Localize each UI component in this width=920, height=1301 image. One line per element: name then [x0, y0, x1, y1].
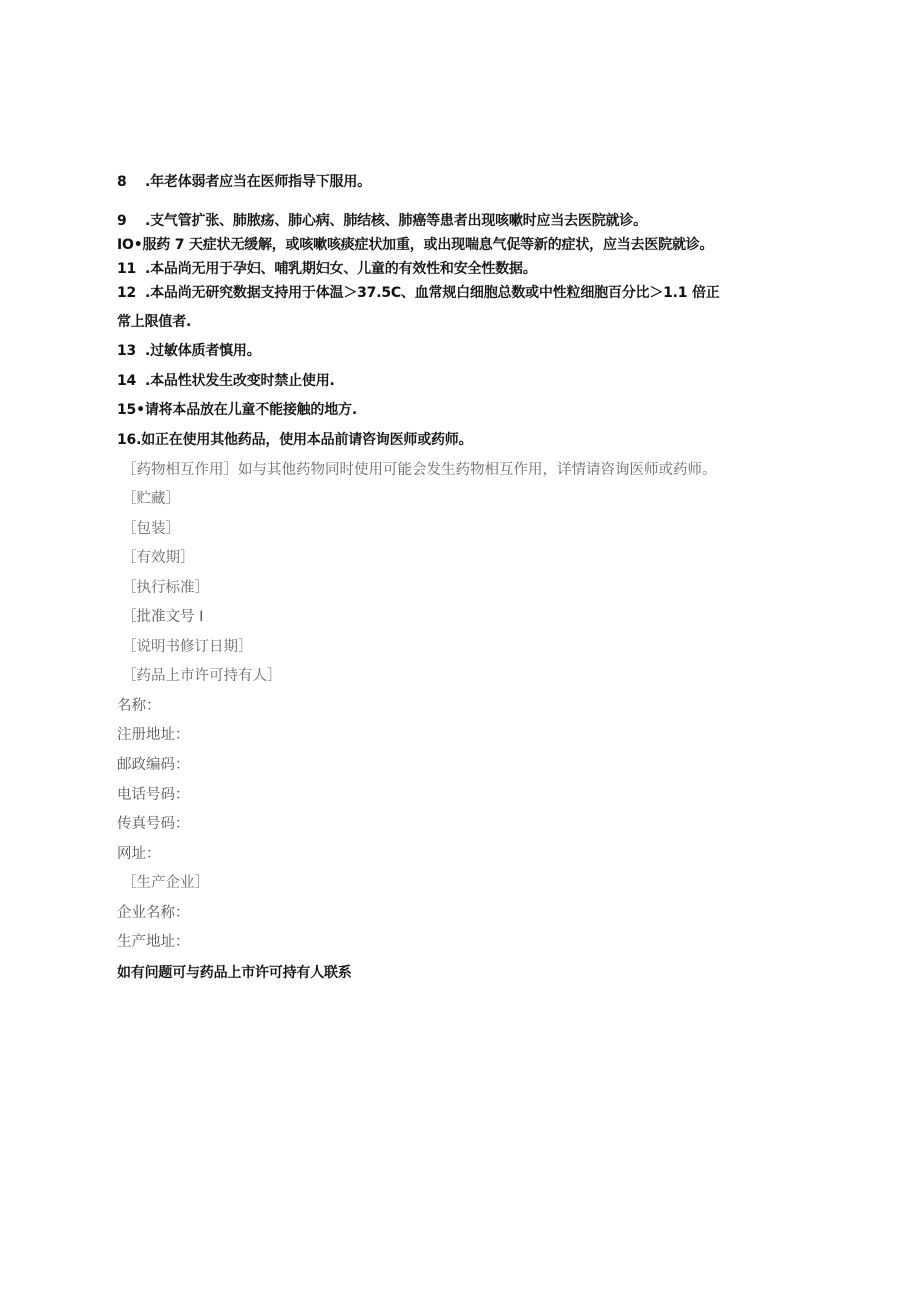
precaution-item-16 — [117, 430, 472, 450]
item-text: .支气管扩张、肺脓疡、肺心病、肺结核、肺癌等患者出现咳嗽时应当去医院就诊。 — [145, 213, 647, 229]
item-text: .过敏体质者慎用。 — [145, 343, 261, 359]
item-text: .年老体弱者应当在医师指导下服用。 — [145, 174, 371, 190]
section-manufacturer: ［生产企业］ — [122, 875, 209, 891]
section-storage: ［贮藏］ — [122, 491, 180, 507]
section-standard: ［执行标准］ — [122, 580, 209, 596]
item-text: .本品尚无研究数据支持用于体温＞37.5C、血常规白细胞总数或中性粒细胞百分比＞1.1 倍正 — [145, 285, 720, 301]
section-approval-number: ［批准文号 I — [122, 609, 204, 625]
manufacturer-address: 生产地址： — [117, 934, 190, 950]
item-number: 8 — [117, 174, 127, 190]
holder-fax: 传真号码： — [117, 816, 190, 832]
precaution-item-12-continued — [117, 312, 191, 332]
item-text: .本品性状发生改变时禁止使用. — [145, 373, 335, 389]
manufacturer-name: 企业名称： — [117, 905, 190, 921]
holder-website: 网址： — [117, 846, 161, 862]
holder-phone: 电话号码： — [117, 787, 190, 803]
precaution-item-11 — [117, 259, 537, 279]
holder-name: 名称： — [117, 698, 161, 714]
section-drug-interaction: ［药物相互作用］如与其他药物同时使用可能会发生药物相互作用，详情请咨询医师或药师。 — [122, 462, 717, 478]
item-number: 9 — [117, 213, 127, 229]
footer-contact-note: 如有问题可与药品上市许可持有人联系 — [117, 965, 352, 981]
item-text: 常上限值者. — [117, 314, 192, 330]
holder-address: 注册地址： — [117, 727, 190, 743]
precaution-item-12 — [117, 283, 720, 303]
item-number: 11 — [117, 261, 137, 277]
item-text: 16.如正在使用其他药品，使用本品前请咨询医师或药师。 — [117, 432, 473, 448]
precaution-item-15 — [117, 400, 357, 420]
item-number: 13 — [117, 343, 137, 359]
holder-postcode: 邮政编码： — [117, 757, 190, 773]
item-text: .本品尚无用于孕妇、哺乳期妇女、儿童的有效性和安全性数据。 — [145, 261, 537, 277]
section-package: ［包装］ — [122, 521, 180, 537]
precaution-item-9 — [117, 211, 647, 231]
item-text: IO•服药 7 天症状无缓解，或咳嗽咳痰症状加重，或出现喘息气促等新的症状，应当去医院就诊。 — [117, 237, 714, 253]
section-license-holder: ［药品上市许可持有人］ — [122, 668, 282, 684]
section-revision-date: ［说明书修订日期］ — [122, 639, 253, 655]
precaution-item-14 — [117, 371, 335, 391]
precaution-item-8 — [117, 172, 371, 192]
precaution-item-10 — [117, 235, 713, 255]
item-number: 14 — [117, 373, 137, 389]
precaution-item-13 — [117, 341, 261, 361]
item-number: 12 — [117, 285, 137, 301]
section-validity: ［有效期］ — [122, 550, 195, 566]
item-text: 15•请将本品放在儿童不能接触的地方. — [117, 402, 357, 418]
